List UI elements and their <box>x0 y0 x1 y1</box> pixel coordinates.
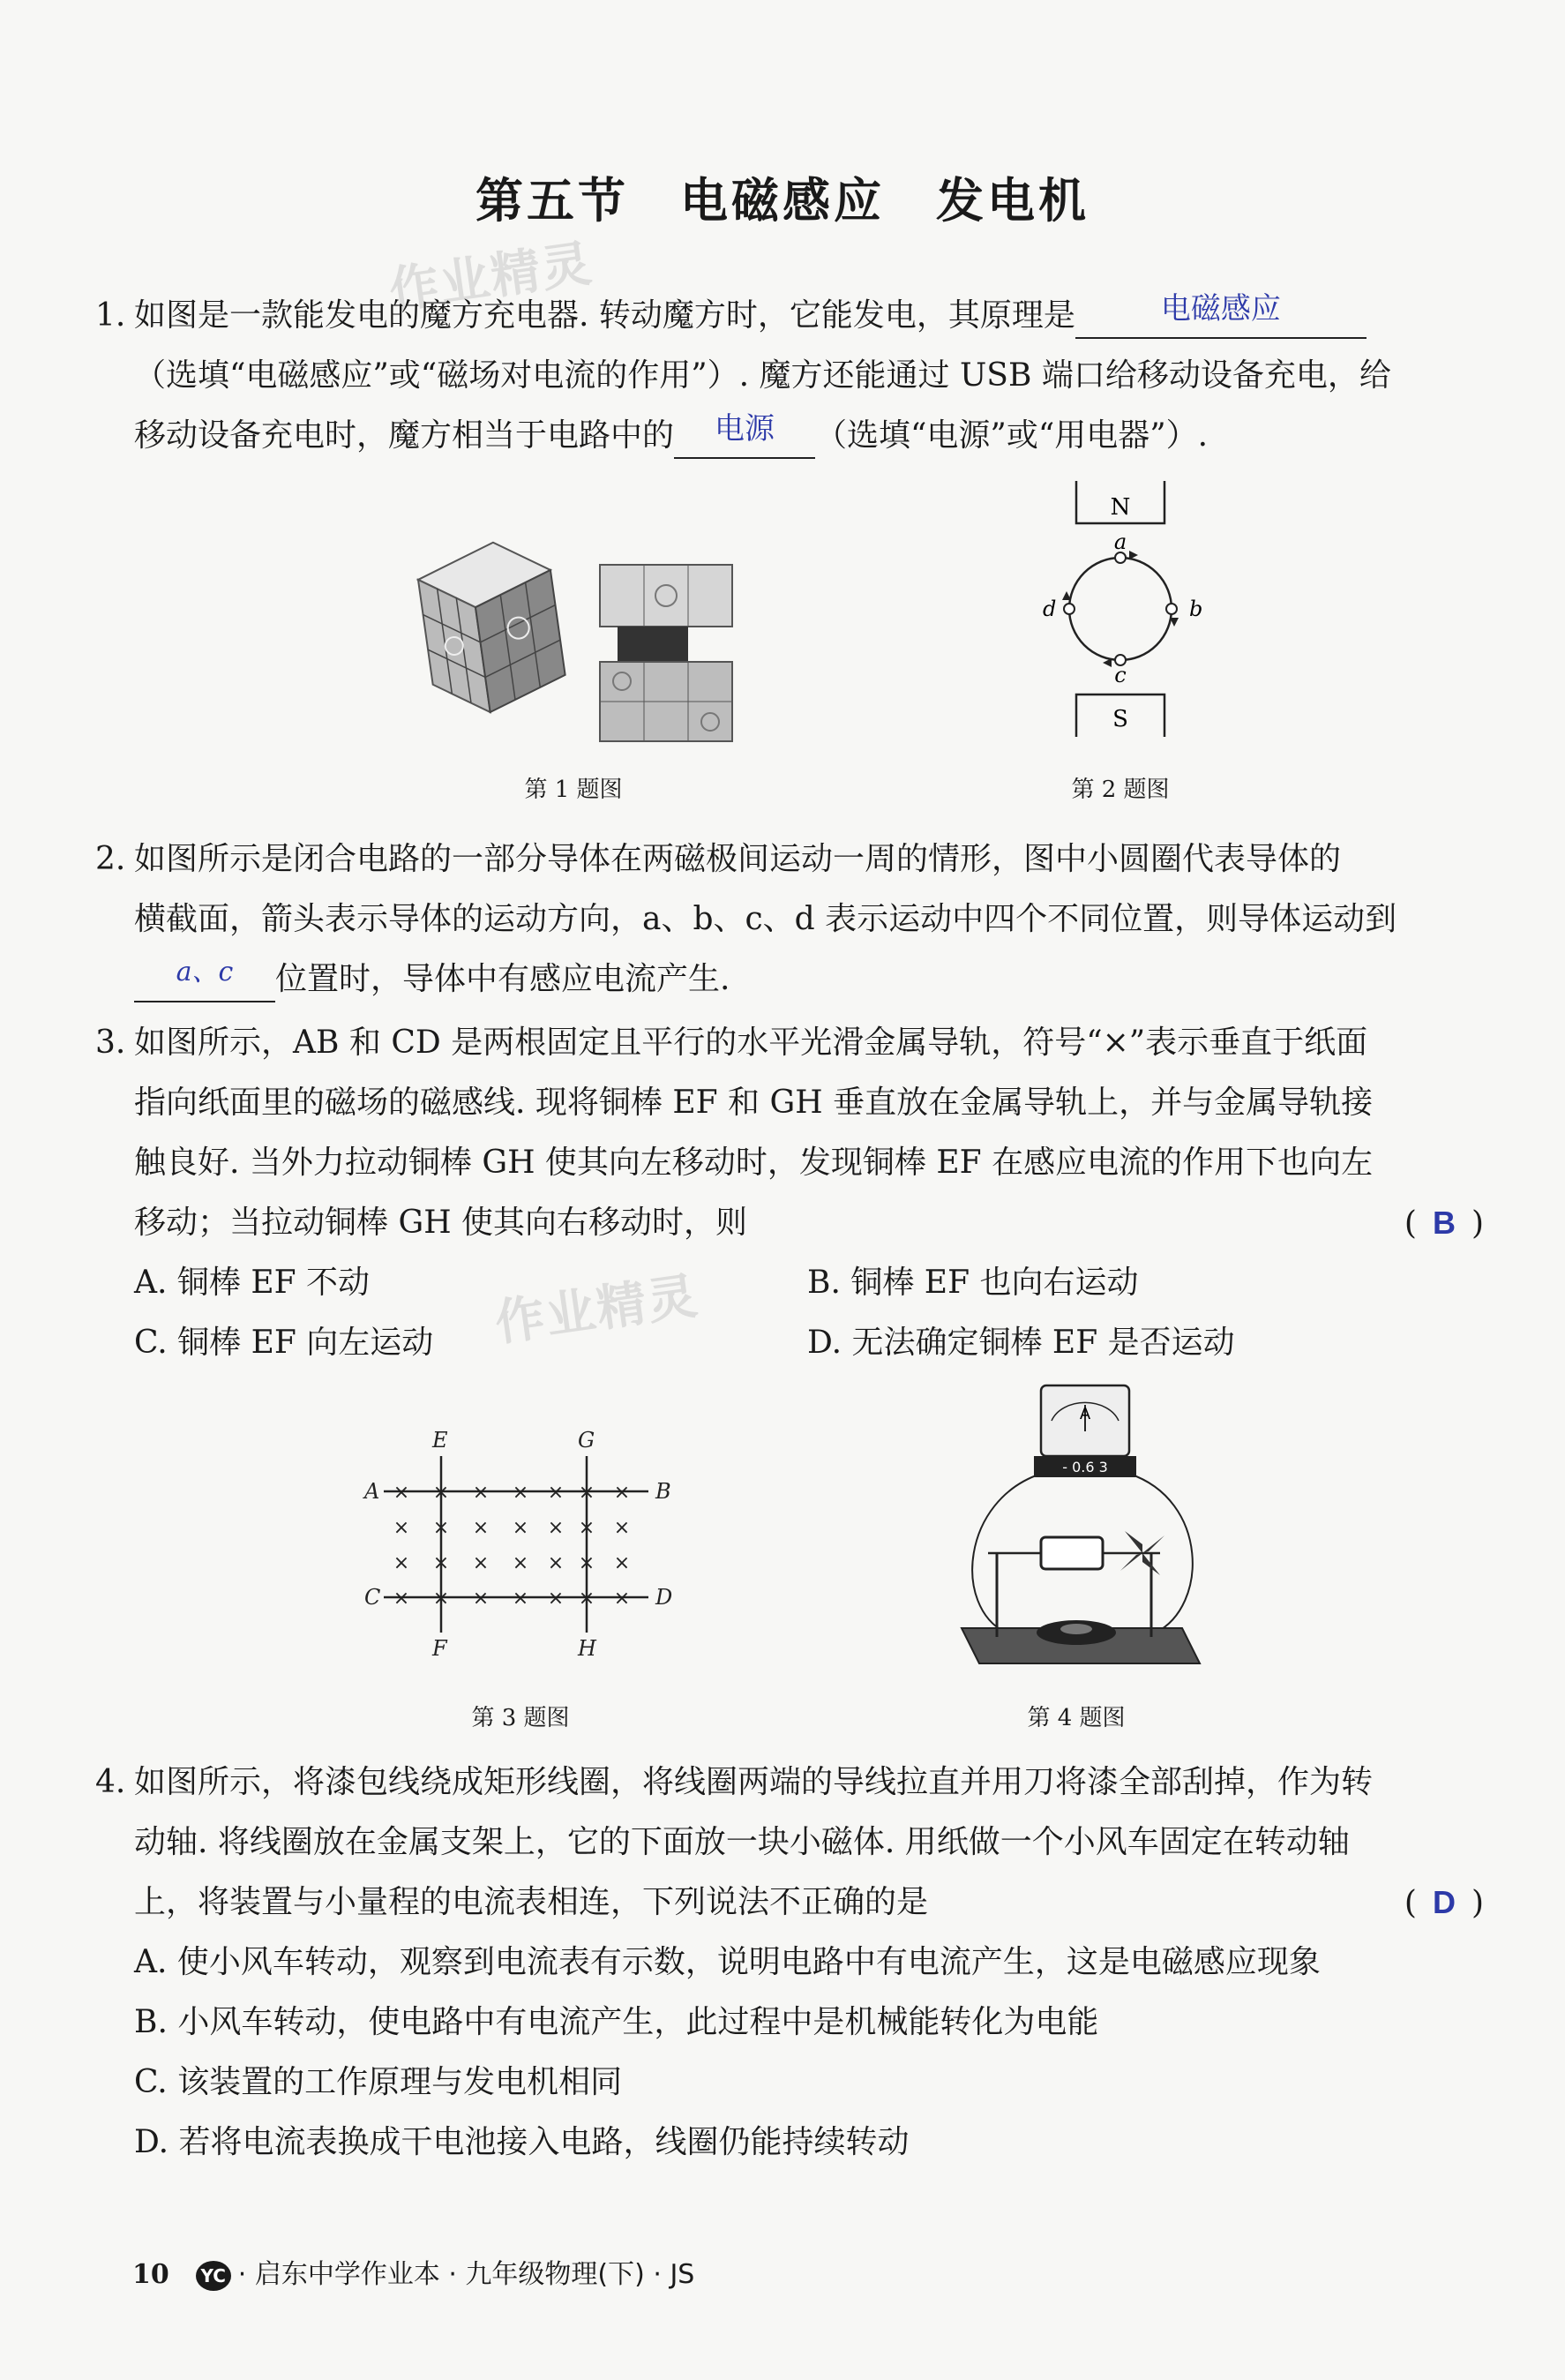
q4-line1: 如图所示，将漆包线绕成矩形线圈，将线圈两端的导线拉直并用刀将漆全部刮掉，作为转 <box>134 1764 1374 1800</box>
fig2-caption: 第 2 题图 <box>1071 777 1170 803</box>
q4-option-d: D. 若将电流表换成干电池接入电路，线圈仍能持续转动 <box>134 2124 910 2160</box>
cube-right <box>600 565 732 741</box>
footer <box>132 2252 694 2291</box>
field-cross: × <box>393 1482 410 1504</box>
q2-line1: 如图所示是闭合电路的一部分导体在两磁极间运动一周的情形，图中小圆圈代表导体的 <box>134 841 1342 877</box>
field-cross: × <box>578 1552 595 1574</box>
ammeter-label: A <box>1079 1405 1091 1423</box>
q1-line3 <box>134 412 1484 459</box>
q3-option-a: A. 铜棒 EF 不动 <box>134 1265 371 1301</box>
point-b <box>1166 604 1177 614</box>
point-d <box>1064 604 1075 614</box>
field-cross: × <box>613 1482 631 1504</box>
field-cross: × <box>512 1588 529 1610</box>
field-cross: × <box>547 1588 565 1610</box>
page-title: 第五节 电磁感应 发电机 <box>475 173 1090 229</box>
label-a: a <box>1113 529 1127 554</box>
q4-line2: 动轴. 将线圈放在金属支架上，它的下面放一块小磁体. 用纸做一个小风车固定在转动轴 <box>134 1824 1350 1860</box>
field-cross: × <box>472 1588 490 1610</box>
field-cross: × <box>393 1588 410 1610</box>
label-d: d <box>1043 597 1057 621</box>
q3-answer: B <box>1432 1205 1456 1241</box>
fig2-diagram <box>1023 481 1217 746</box>
field-cross: × <box>547 1552 565 1574</box>
q2-number: 2. <box>95 841 126 877</box>
watermark-2: 作业精灵 <box>491 1267 703 1353</box>
q1-answer1: 电磁感应 <box>1160 292 1281 326</box>
q3-answer-paren: ( B ) <box>1404 1205 1484 1242</box>
q1-blank2 <box>674 412 815 459</box>
q3-line4: 移动；当拉动铜棒 GH 使其向右移动时，则 <box>134 1205 748 1241</box>
q3-option-b: B. 铜棒 EF 也向右运动 <box>807 1265 1139 1301</box>
field-cross: × <box>432 1517 450 1539</box>
q4-answer: D <box>1432 1884 1456 1920</box>
field-cross: × <box>432 1588 450 1610</box>
q4-option-b: B. 小风车转动，使电路中有电流产生，此过程中是机械能转化为电能 <box>134 2004 1099 2040</box>
field-cross: × <box>512 1552 529 1574</box>
field-cross: × <box>472 1482 490 1504</box>
field-cross: × <box>393 1517 410 1539</box>
arrow-b <box>1170 618 1179 627</box>
q3-line2: 指向纸面里的磁场的磁感线. 现将铜棒 EF 和 GH 垂直放在金属导轨上，并与金属导轨接 <box>134 1085 1374 1121</box>
q1-text3b: （选填“电源”或“用电器”）. <box>815 417 1209 454</box>
q3-line1: 如图所示，AB 和 CD 是两根固定且平行的水平光滑金属导轨，符号“×”表示垂直于纸面 <box>134 1025 1368 1061</box>
q4-number: 4. <box>95 1764 126 1800</box>
label-G: G <box>578 1428 595 1453</box>
cube-left <box>415 535 569 719</box>
south-pole-label: S <box>1112 706 1128 732</box>
field-cross: × <box>432 1552 450 1574</box>
field-cross: × <box>393 1552 410 1574</box>
field-cross: × <box>472 1552 490 1574</box>
q1-text3a: 移动设备充电时，魔方相当于电路中的 <box>134 417 675 454</box>
fig4-caption: 第 4 题图 <box>1027 1705 1126 1731</box>
watermark: 作业精灵 <box>386 235 597 320</box>
north-pole-label: N <box>1110 494 1131 521</box>
q1-text1: 如图是一款能发电的魔方充电器. 转动魔方时，它能发电，其原理是 <box>134 297 1075 334</box>
field-cross: × <box>472 1517 490 1539</box>
publisher-logo: YC <box>196 2261 231 2291</box>
fig3-diagram <box>357 1421 693 1659</box>
q3-line3: 触良好. 当外力拉动铜棒 GH 使其向左移动时，发现铜棒 EF 在感应电流的作用下也向左 <box>134 1145 1374 1181</box>
q1-line1 <box>134 292 1484 339</box>
field-cross: × <box>512 1517 529 1539</box>
q3-option-c: C. 铜棒 EF 向左运动 <box>134 1325 434 1361</box>
page-number: 10 <box>132 2259 169 2290</box>
label-F: F <box>432 1636 447 1659</box>
fig3-caption: 第 3 题图 <box>471 1705 570 1731</box>
q2-text3: 位置时，导体中有感应电流产生. <box>275 961 730 997</box>
footer-text: · 启东中学作业本 · 九年级物理(下) · JS <box>237 2259 695 2290</box>
label-c: c <box>1114 663 1127 687</box>
arrow-c <box>1103 658 1112 667</box>
fig4-apparatus <box>944 1377 1209 1677</box>
label-D: D <box>655 1585 673 1610</box>
q1-line2: （选填“电磁感应”或“磁场对电流的作用”）. 魔方还能通过 USB 端口给移动设备充电，给 <box>134 357 1391 394</box>
field-cross: × <box>613 1552 631 1574</box>
field-cross: × <box>613 1517 631 1539</box>
field-cross: × <box>613 1588 631 1610</box>
q3-number: 3. <box>95 1025 126 1061</box>
q2-answer: a、c <box>176 957 234 987</box>
q4-option-a: A. 使小风车转动，观察到电流表有示数，说明电路中有电流产生，这是电磁感应现象 <box>134 1944 1321 1980</box>
q2-blank <box>134 958 275 1002</box>
q4-answer-paren: ( D ) <box>1404 1884 1484 1921</box>
q1-blank1 <box>1075 292 1367 339</box>
ammeter-scale: - 0.6 3 <box>1062 1459 1108 1475</box>
field-cross: × <box>432 1482 450 1504</box>
label-C: C <box>364 1585 381 1610</box>
label-A: A <box>364 1479 380 1504</box>
label-b: b <box>1189 597 1203 621</box>
q4-option-c: C. 该装置的工作原理与发电机相同 <box>134 2064 623 2100</box>
fig1-cube-image <box>388 521 759 750</box>
field-cross: × <box>578 1588 595 1610</box>
label-B: B <box>655 1479 671 1504</box>
q3-option-d: D. 无法确定铜棒 EF 是否运动 <box>807 1325 1235 1361</box>
field-cross: × <box>547 1517 565 1539</box>
arrow-a <box>1129 551 1138 559</box>
label-E: E <box>432 1428 448 1453</box>
field-cross: × <box>578 1482 595 1504</box>
coil <box>1041 1537 1103 1569</box>
arrow-d <box>1062 591 1071 600</box>
field-cross: × <box>512 1482 529 1504</box>
q2-line3 <box>134 958 1484 1002</box>
field-cross: × <box>578 1517 595 1539</box>
field-cross: × <box>547 1482 565 1504</box>
q4-line3: 上，将装置与小量程的电流表相连，下列说法不正确的是 <box>134 1884 929 1920</box>
label-H: H <box>578 1636 596 1659</box>
fig1-caption: 第 1 题图 <box>524 777 623 803</box>
q2-line2: 横截面，箭头表示导体的运动方向，a、b、c、d 表示运动中四个不同位置，则导体运动到 <box>134 901 1397 937</box>
q1-number: 1. <box>95 297 126 334</box>
q1-answer2: 电源 <box>715 412 775 446</box>
